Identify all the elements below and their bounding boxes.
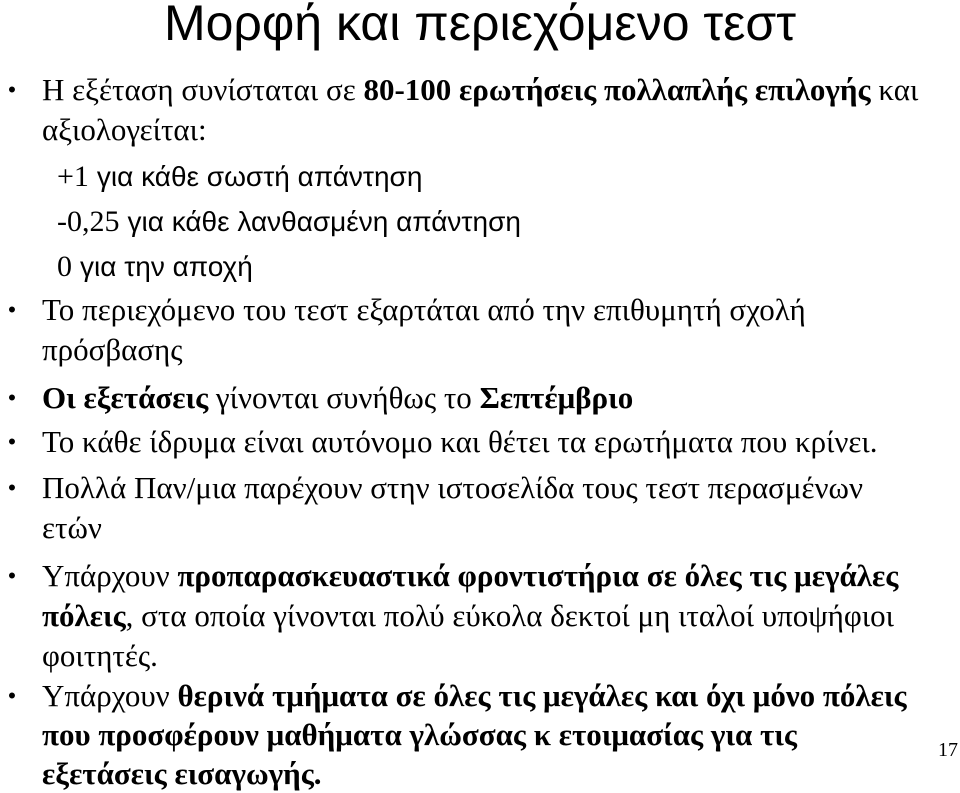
text-run: Υπάρχουν <box>42 678 178 713</box>
bullet-dot-icon: • <box>8 475 16 500</box>
scoring-list <box>57 154 521 289</box>
bullet-dot-icon: • <box>8 563 16 588</box>
scoring-value: +1 <box>57 160 89 193</box>
scoring-item-wrong <box>57 199 521 244</box>
slide-title: Μορφή και περιεχόμενο τεστ <box>163 0 797 51</box>
text-run: , στα οποία γίνονται πολύ εύκολα δεκτοί μη ιταλοί υποψήφιοι <box>125 598 894 633</box>
scoring-value: -0,25 <box>57 205 120 238</box>
bullet-dot-icon: • <box>8 429 16 454</box>
bullet-text <box>42 676 907 793</box>
scoring-label: για κάθε σωστή απάντηση <box>96 161 423 192</box>
bullet-text <box>42 422 878 462</box>
text-run: γίνονται συνήθως το <box>208 380 480 415</box>
text-run-bold: πόλεις <box>42 598 126 633</box>
scoring-label: για την αποχή <box>80 251 253 282</box>
text-run: Το κάθε ίδρυμα είναι αυτόνομο και θέτει τα ερωτήματα που κρίνει. <box>42 424 878 459</box>
text-run: αξιολογείται: <box>42 112 207 147</box>
text-run-bold: θερινά τμήματα σε όλες τις μεγάλες και όχι μόνο πόλεις <box>177 678 907 713</box>
text-run-bold: εξετάσεις εισαγωγής. <box>42 756 322 791</box>
scoring-item-correct <box>57 154 521 199</box>
scoring-label: για κάθε λανθασμένη απάντηση <box>127 206 521 237</box>
text-run-bold: 80-100 ερωτήσεις πολλαπλής επιλογής <box>363 72 871 107</box>
text-run-bold: Οι εξετάσεις <box>42 380 209 415</box>
text-run: Πολλά Παν/μια παρέχουν στην ιστοσελίδα τους τεστ περασμένων <box>42 470 863 505</box>
text-run: ετών <box>42 510 102 545</box>
bullet-dot-icon: • <box>8 77 16 102</box>
text-run: Υπάρχουν <box>42 558 178 593</box>
bullet-text <box>42 378 633 418</box>
scoring-item-abstain <box>57 244 521 289</box>
text-run-bold: Σεπτέμβριο <box>479 380 634 415</box>
text-run: φοιτητές. <box>42 638 158 673</box>
text-run: Η εξέταση συνίσταται σε <box>42 72 364 107</box>
scoring-value: 0 <box>57 250 72 283</box>
bullet-dot-icon: • <box>8 683 16 708</box>
text-run-bold: προπαρασκευαστικά φροντιστήρια σε όλες τις μεγάλες <box>177 558 899 593</box>
bullet-dot-icon: • <box>8 385 16 410</box>
text-run: πρόσβασης <box>42 332 183 367</box>
bullet-text <box>42 556 898 676</box>
text-run: Το περιεχόμενο του τεστ εξαρτάται από την επιθυμητή σχολή <box>42 292 806 327</box>
bullet-text <box>42 70 918 150</box>
bullet-text <box>42 290 806 370</box>
text-run: και <box>870 72 919 107</box>
page-number: 17 <box>938 739 958 761</box>
bullet-text <box>42 468 863 548</box>
bullet-dot-icon: • <box>8 297 16 322</box>
text-run-bold: που προσφέρουν μαθήματα γλώσσας κ ετοιμασίας για τις <box>42 717 797 752</box>
